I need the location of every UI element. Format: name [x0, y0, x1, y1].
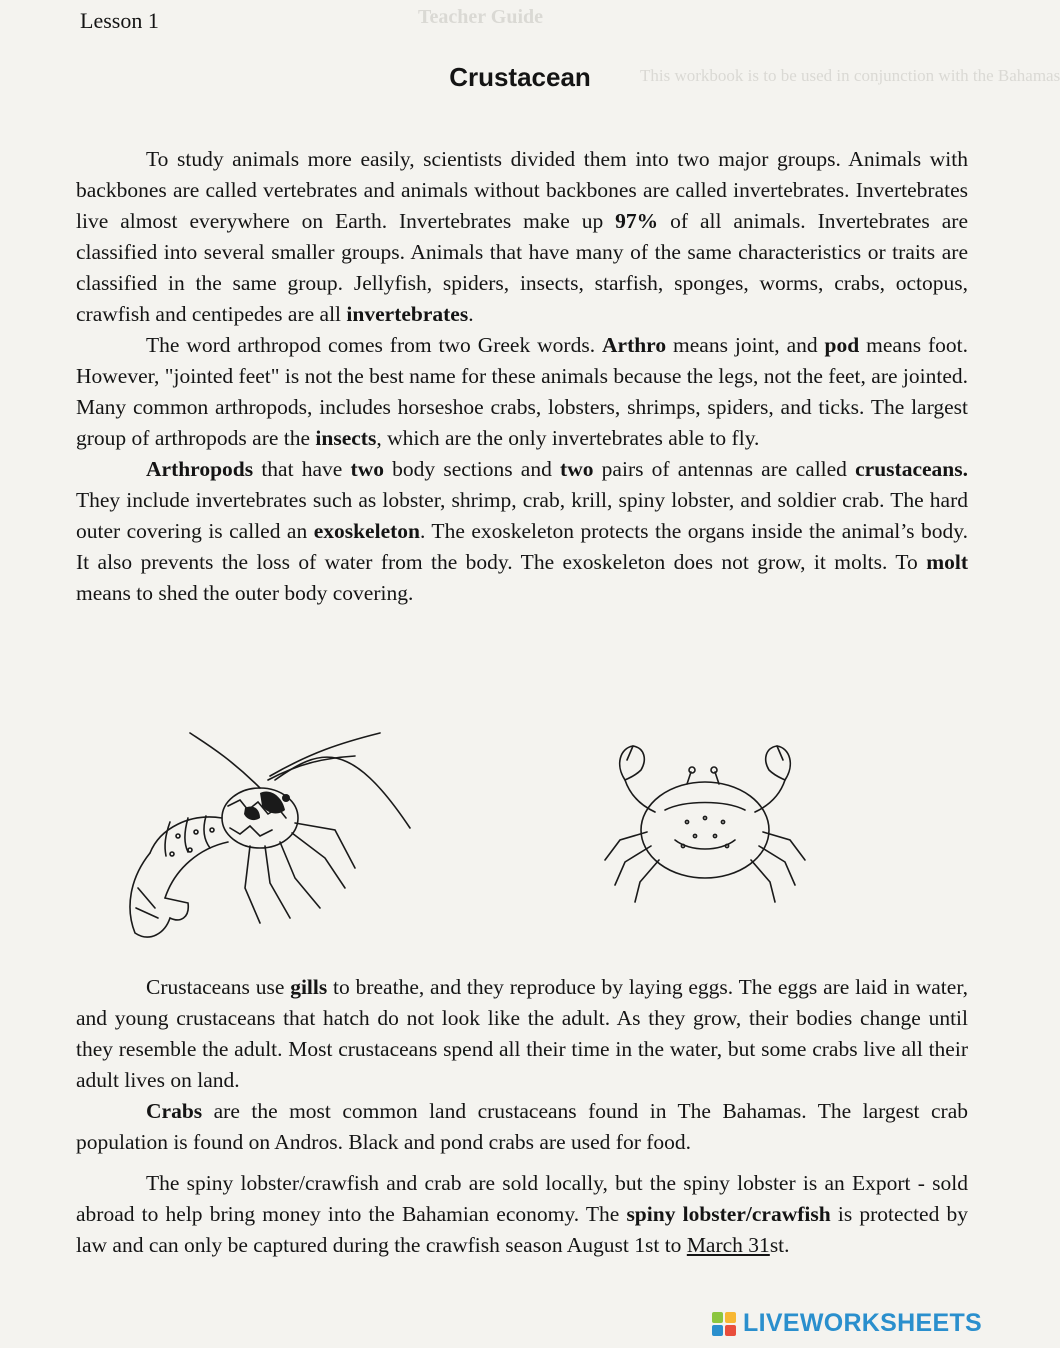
text-run: . The exoskeleton protects the organs inside the animal’s body. It also prevents the loss of water from the body. The exoskeleton does not grow, it molts. To — [76, 519, 968, 574]
text-run: pairs of antennas are called — [593, 457, 856, 481]
page-title: Crustacean — [449, 62, 591, 92]
bold-term: two — [560, 457, 594, 481]
text-run: They include invertebrates such as lobster, shrimp, crab, krill, spiny lobster, and soldier crab. The hard outer covering is called an — [76, 488, 968, 543]
paragraph-5 — [76, 1096, 968, 1158]
bold-term: exoskeleton — [313, 519, 420, 543]
paragraph-3 — [76, 454, 968, 609]
text-block-bottom — [76, 972, 968, 1261]
lesson-label: Lesson 1 — [80, 8, 159, 33]
text-run: March 31 — [686, 1233, 770, 1257]
bold-term: Arthropods — [146, 457, 254, 481]
crab-illustration — [595, 740, 815, 910]
text-run: body sections and — [383, 457, 561, 481]
liveworksheets-brand[interactable] — [711, 1309, 982, 1338]
paragraph-6 — [76, 1168, 968, 1261]
bold-term: invertebrates — [346, 302, 469, 326]
bold-term: two — [350, 457, 384, 481]
bold-term: pod — [824, 333, 860, 357]
paragraph-1 — [76, 144, 968, 330]
bold-term: crustaceans. — [855, 457, 968, 481]
text-run: are the most common land crustaceans found in The Bahamas. The largest crab population is found on Andros. Black and pond crabs are used for food. — [76, 1099, 968, 1154]
text-run: that have — [253, 457, 351, 481]
liveworksheets-logo-icon — [711, 1311, 737, 1337]
paragraph-2 — [76, 330, 968, 454]
text-run: Crustaceans use — [146, 975, 291, 999]
bold-term: spiny lobster/crawfish — [626, 1202, 831, 1226]
text-block-top — [76, 144, 968, 609]
bleed-through-title: Teacher Guide — [418, 6, 544, 28]
text-run: means foot. However, "jointed feet" is not the best name for these animals because the legs, not the feet, are jointed. Many common arthropods, includes horseshoe crabs, lobsters, shrimps, spiders, and ticks. The largest group of arthropods are the — [76, 333, 968, 450]
text-run: of all animals. Invertebrates are classified into several smaller groups. Animals that have many of the same characteristics or traits are classified in the same group. Jellyfish, spiders, insects, starfish, sponges, worms, crabs, octopus, crawfish and centipedes are all — [76, 209, 968, 326]
spiny-lobster-illustration — [110, 718, 430, 958]
bleed-through-line: This workbook is to be used in conjunction with the Bahamas — [640, 66, 1060, 85]
bold-term: molt — [926, 550, 968, 574]
bold-term: Arthro — [602, 333, 667, 357]
text-run: The word arthropod comes from two Greek words. — [146, 333, 602, 357]
paragraph-4 — [76, 972, 968, 1096]
bold-term: gills — [290, 975, 328, 999]
text-run: means to shed the outer body covering. — [76, 581, 414, 605]
text-run: , which are the only invertebrates able to fly. — [376, 426, 760, 450]
text-run: means joint, and — [666, 333, 825, 357]
text-run: The spiny lobster/crawfish and crab are sold locally, but the spiny lobster is an Export - sold abroad to help bring money into the Bahamian economy. The — [76, 1171, 968, 1226]
text-run: st. — [769, 1233, 790, 1257]
text-run: . — [468, 302, 474, 326]
text-run: is protected by law and can only be captured during the crawfish season August 1st to — [76, 1202, 968, 1257]
brand-name: LIVEWORKSHEETS — [743, 1309, 982, 1337]
bold-term: 97% — [615, 209, 659, 233]
bold-term: insects — [315, 426, 377, 450]
text-run: To study animals more easily, scientists divided them into two major groups. Animals with backbones are called vertebrates and animals without backbones are called invertebrates. Invertebrates live almost everywhere on Earth. Invertebrates make up — [76, 147, 968, 233]
text-run: to breathe, and they reproduce by laying eggs. The eggs are laid in water, and young crustaceans that hatch do not look like the adult. As they grow, their bodies change until they resemble the adult. Most crustaceans spend all their time in the water, but some crabs live all their adult lives on land. — [76, 975, 968, 1092]
bold-term: Crabs — [146, 1099, 203, 1123]
